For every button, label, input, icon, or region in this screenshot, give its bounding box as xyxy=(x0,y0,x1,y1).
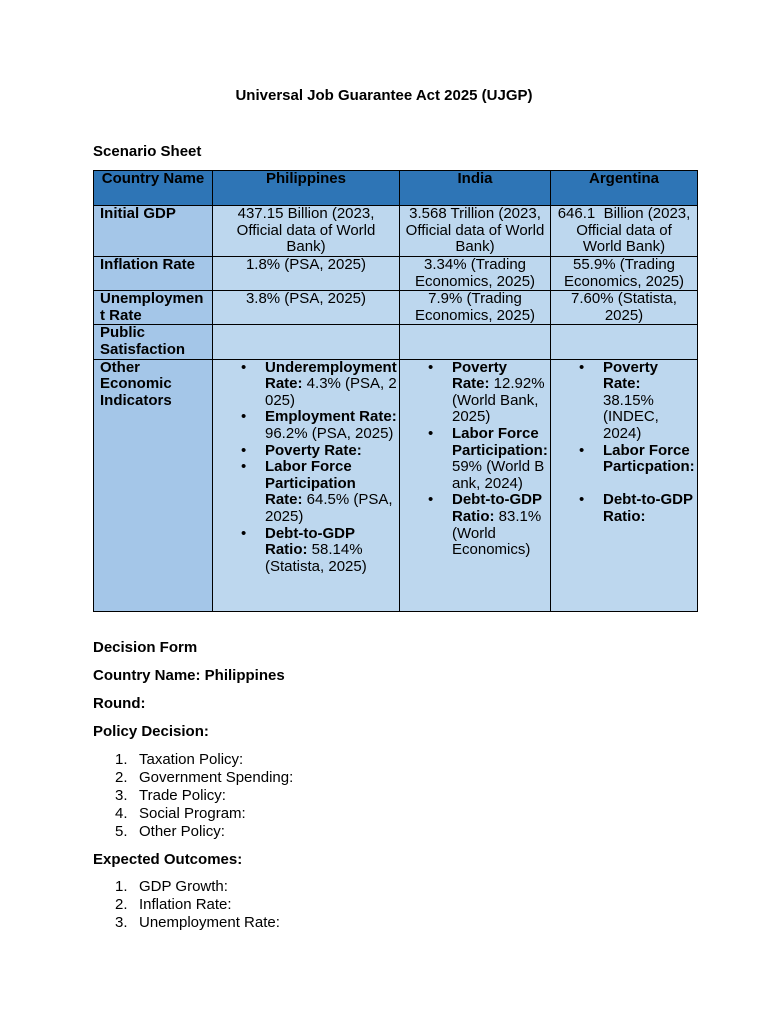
table-row-other-indicators xyxy=(94,359,698,611)
cell-satisfaction-india xyxy=(400,325,551,359)
list-item: • Debt-to-GDP Ratio: 58.14% (Statista, 2025) xyxy=(265,526,397,576)
list-item: • Labor Force Participation: 59% (World Bank, 2024) xyxy=(452,426,548,492)
policy-list xyxy=(115,751,293,841)
cell-unemployment-argentina: 7.60% (Statista, 2025) xyxy=(551,291,698,325)
list-item: • Poverty Rate: 12.92% (World Bank, 2025) xyxy=(452,360,548,426)
table-header-row xyxy=(94,171,698,206)
list-item: 3. Trade Policy: xyxy=(115,787,226,804)
list-item: • Employment Rate: 96.2% (PSA, 2025) xyxy=(265,409,397,442)
cell-satisfaction-argentina xyxy=(551,325,698,359)
row-label-inflation: Inflation Rate xyxy=(94,257,213,291)
scenario-sheet-title: Scenario Sheet xyxy=(93,143,202,160)
cell-other-philippines xyxy=(213,359,400,611)
cell-inflation-india: 3.34% (Trading Economics, 2025) xyxy=(400,257,551,291)
country-name-line: Country Name: Philippines xyxy=(93,667,285,684)
cell-gdp-india: 3.568 Trillion (2023, Official data of World Bank) xyxy=(400,206,551,257)
expected-outcomes-title: Expected Outcomes: xyxy=(93,851,243,868)
policy-decision-title: Policy Decision: xyxy=(93,723,209,740)
round-line: Round: xyxy=(93,695,146,712)
table-row-satisfaction xyxy=(94,325,698,359)
list-item: 5. Other Policy: xyxy=(115,823,225,840)
table-row-unemployment xyxy=(94,291,698,325)
table-row-gdp xyxy=(94,206,698,257)
scenario-table xyxy=(93,170,698,612)
list-item: • Underemployment Rate: 4.3% (PSA, 2025) xyxy=(265,360,397,410)
list-item: 4. Social Program: xyxy=(115,805,246,822)
list-item: • Poverty Rate: 38.15% (INDEC, 2024) xyxy=(603,360,695,443)
row-label-satisfaction: Public Satisfaction xyxy=(94,325,213,359)
list-item: 1. GDP Growth: xyxy=(115,878,228,895)
cell-gdp-philippines: 437.15 Billion (2023, Official data of World Bank) xyxy=(213,206,400,257)
cell-other-india xyxy=(400,359,551,611)
cell-gdp-argentina: 646.1 Billion (2023, Official data of World Bank) xyxy=(551,206,698,257)
indicator-list-philippines xyxy=(213,360,397,576)
cell-satisfaction-philippines xyxy=(213,325,400,359)
list-item: • Labor Force Particpation: xyxy=(603,443,695,476)
list-item: 2. Inflation Rate: xyxy=(115,896,232,913)
cell-other-argentina xyxy=(551,359,698,611)
document-title: Universal Job Guarantee Act 2025 (UJGP) xyxy=(235,87,533,104)
header-philippines: Philippines xyxy=(213,171,400,206)
indicator-list-argentina xyxy=(551,360,695,526)
cell-unemployment-india: 7.9% (Trading Economics, 2025) xyxy=(400,291,551,325)
list-item: 3. Unemployment Rate: xyxy=(115,914,280,931)
list-item: • Debt-to-GDP Ratio: xyxy=(603,492,695,525)
list-item: • Debt-to-GDP Ratio: 83.1% (World Economics) xyxy=(452,492,548,558)
outcomes-list xyxy=(115,878,280,932)
cell-inflation-philippines: 1.8% (PSA, 2025) xyxy=(213,257,400,291)
row-label-unemployment: Unemployment Rate xyxy=(94,291,213,325)
row-label-other: Other Economic Indicators xyxy=(94,359,213,611)
cell-unemployment-philippines: 3.8% (PSA, 2025) xyxy=(213,291,400,325)
header-india: India xyxy=(400,171,551,206)
list-item: • Poverty Rate: xyxy=(265,443,397,460)
table-row-inflation xyxy=(94,257,698,291)
header-argentina: Argentina xyxy=(551,171,698,206)
row-label-gdp: Initial GDP xyxy=(94,206,213,257)
indicator-list-india xyxy=(400,360,548,559)
decision-form-title: Decision Form xyxy=(93,639,198,656)
list-item: 1. Taxation Policy: xyxy=(115,751,244,768)
cell-inflation-argentina: 55.9% (Trading Economics, 2025) xyxy=(551,257,698,291)
header-country-name: Country Name xyxy=(94,171,213,206)
list-item: 2. Government Spending: xyxy=(115,769,294,786)
list-item: • Labor Force Participation Rate: 64.5% (PSA, 2025) xyxy=(265,459,397,525)
